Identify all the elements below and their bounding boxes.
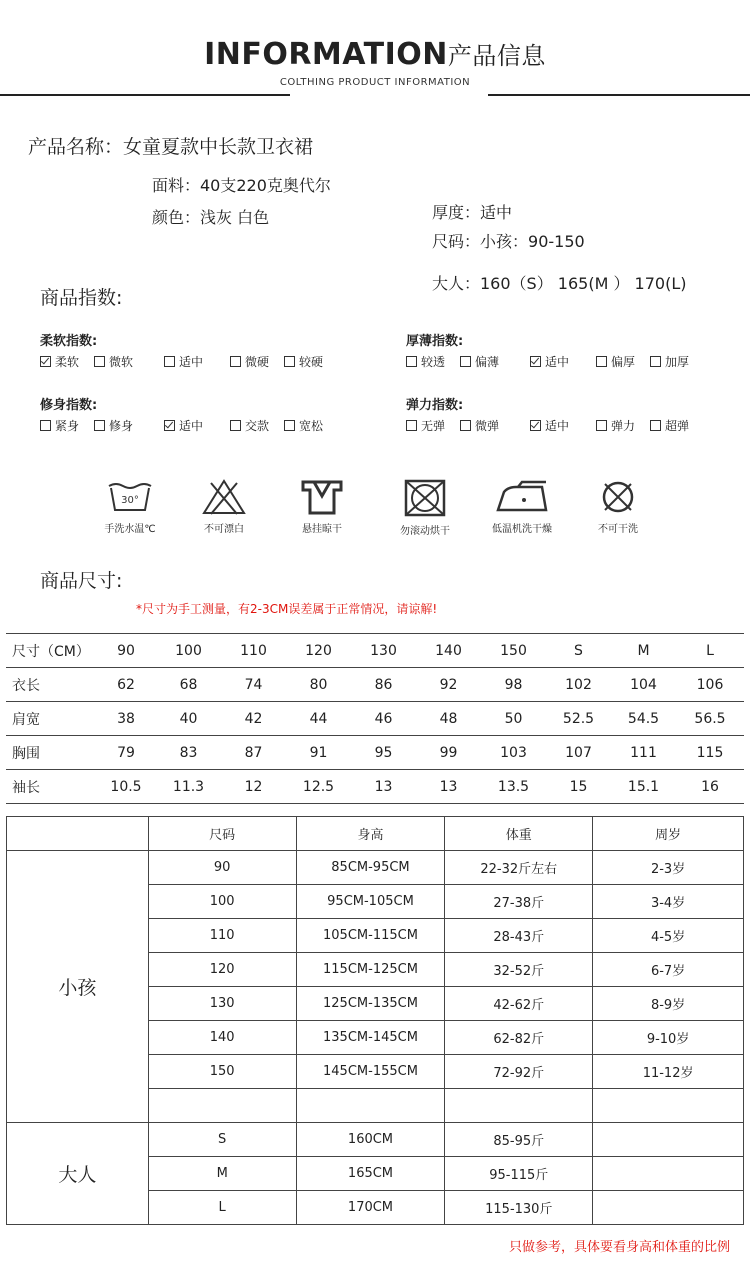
care-no-bleach: [184, 478, 264, 535]
option-label: 微硬: [245, 355, 270, 369]
page-subtitle: COLTHING PRODUCT INFORMATION: [279, 77, 471, 88]
size-cell: 68: [156, 668, 221, 702]
ref-cell: 95-115斤: [445, 1157, 593, 1191]
checkbox-icon: [596, 420, 607, 431]
care-temp: 30°: [121, 495, 139, 506]
ref-cell: 150: [148, 1055, 296, 1089]
ref-cell: M: [148, 1157, 296, 1191]
option-label: 超弹: [665, 419, 690, 433]
checkbox-icon: [164, 356, 175, 367]
size-cell: 111: [611, 736, 676, 770]
checkbox-icon: [284, 420, 295, 431]
size-cell: 11.3: [156, 770, 221, 804]
index-option: [596, 417, 635, 434]
checkbox-icon: [460, 356, 471, 367]
size-heading: 商品尺寸:: [40, 570, 123, 592]
low-iron-icon: [492, 478, 552, 516]
footer-note: 只做参考，具体要看身高和体重的比例: [508, 1240, 730, 1255]
size-header-row: [6, 634, 744, 668]
fit-title: 修身指数:: [40, 398, 98, 413]
option-label: 加厚: [665, 355, 690, 369]
ref-cell: 3-4岁: [593, 885, 744, 919]
page-title: [0, 36, 750, 72]
size-cell: 140: [416, 634, 481, 668]
checkbox-icon: [596, 356, 607, 367]
size-cell: 80: [286, 668, 351, 702]
softness-options: [40, 353, 360, 369]
size-cell: 15.1: [611, 770, 676, 804]
size-cell: 肩宽: [6, 702, 96, 736]
option-label: 偏薄: [475, 355, 500, 369]
size-cell: 87: [221, 736, 286, 770]
size-cell: 52.5: [546, 702, 611, 736]
option-label: 适中: [545, 355, 570, 369]
size-note: *尺寸为手工测量，有2-3CM误差属于正常情况，请谅解!: [136, 602, 438, 616]
checkbox-icon: [40, 420, 51, 431]
option-label: 交款: [245, 419, 270, 433]
size-cell: M: [611, 634, 676, 668]
ref-cell: 2-3岁: [593, 851, 744, 885]
size-cell: 衣长: [6, 668, 96, 702]
ref-header-row: [7, 817, 744, 851]
ref-cell: 90: [148, 851, 296, 885]
no-tumble-dry-icon: [403, 478, 447, 518]
checked-box-icon: [40, 356, 51, 367]
size-cell: S: [546, 634, 611, 668]
checkbox-icon: [650, 420, 661, 431]
index-option: [164, 353, 203, 370]
option-label: 适中: [179, 355, 204, 369]
size-cell: 86: [351, 668, 416, 702]
index-option: [650, 353, 689, 370]
size-cell: 10.5: [96, 770, 156, 804]
ref-cell: 160CM: [296, 1123, 445, 1157]
ref-cell: 100: [148, 885, 296, 919]
checkbox-icon: [284, 356, 295, 367]
thickness-title: 厚薄指数:: [406, 334, 464, 349]
care-no-dry-clean: [578, 478, 658, 535]
ref-cell: 115CM-125CM: [296, 953, 445, 987]
index-option: [164, 417, 203, 434]
product-fabric: 面料：40支220克奥代尔: [152, 176, 331, 195]
size-cell: 46: [351, 702, 416, 736]
ref-cell: 9-10岁: [593, 1021, 744, 1055]
size-cell: 98: [481, 668, 546, 702]
size-cell: 44: [286, 702, 351, 736]
ref-row: [7, 1123, 744, 1157]
size-cell: 40: [156, 702, 221, 736]
size-cell: 16: [676, 770, 744, 804]
group-label-kids: 小孩: [7, 851, 149, 1123]
group-label-adult: 大人: [7, 1123, 149, 1225]
softness-title: 柔软指数:: [40, 334, 98, 349]
index-option: [530, 353, 569, 370]
size-cell: 尺寸（CM）: [6, 634, 96, 668]
checkbox-icon: [94, 420, 105, 431]
ref-cell: 42-62斤: [445, 987, 593, 1021]
ref-row: [7, 851, 744, 885]
ref-cell: 120: [148, 953, 296, 987]
size-cell: 99: [416, 736, 481, 770]
ref-header-cell: 尺码: [148, 817, 296, 851]
size-cell: 91: [286, 736, 351, 770]
index-option: [406, 353, 445, 370]
option-label: 适中: [545, 419, 570, 433]
option-label: 偏厚: [611, 355, 636, 369]
product-thickness: 厚度：适中: [432, 203, 513, 222]
option-label: 修身: [109, 419, 134, 433]
ref-cell: 95CM-105CM: [296, 885, 445, 919]
ref-cell: 72-92斤: [445, 1055, 593, 1089]
care-no-tumble: [385, 478, 465, 537]
checkbox-icon: [406, 420, 417, 431]
size-cell: 13: [351, 770, 416, 804]
index-option: [284, 353, 323, 370]
size-cell: 120: [286, 634, 351, 668]
ref-cell: 32-52斤: [445, 953, 593, 987]
option-label: 较硬: [299, 355, 324, 369]
care-label: 悬挂晾干: [302, 524, 342, 535]
option-label: 弹力: [611, 419, 636, 433]
ref-cell: 145CM-155CM: [296, 1055, 445, 1089]
ref-cell: 85-95斤: [445, 1123, 593, 1157]
fit-options: [40, 417, 360, 433]
size-table: [6, 633, 744, 804]
size-cell: 115: [676, 736, 744, 770]
title-en: INFORMATION: [204, 37, 448, 72]
size-cell: 13.5: [481, 770, 546, 804]
ref-header-cell: 身高: [296, 817, 445, 851]
index-option: [650, 417, 689, 434]
elastic-title: 弹力指数:: [406, 398, 464, 413]
ref-cell: 130: [148, 987, 296, 1021]
checkbox-icon: [406, 356, 417, 367]
product-name: 产品名称：女童夏款中长款卫衣裙: [28, 136, 314, 158]
ref-cell: 115-130斤: [445, 1191, 593, 1225]
ref-cell: 110: [148, 919, 296, 953]
elastic-options: [406, 417, 726, 433]
ref-cell: [593, 1123, 744, 1157]
size-cell: 62: [96, 668, 156, 702]
title-cn: 产品信息: [447, 42, 546, 70]
header-rule-left: [0, 94, 290, 96]
option-label: 适中: [179, 419, 204, 433]
size-cell: 150: [481, 634, 546, 668]
option-label: 紧身: [55, 419, 80, 433]
option-label: 较透: [421, 355, 446, 369]
ref-corner-cell: [7, 817, 149, 851]
ref-cell: 62-82斤: [445, 1021, 593, 1055]
ref-cell: 140: [148, 1021, 296, 1055]
index-option: [406, 417, 445, 434]
size-cell: 106: [676, 668, 744, 702]
no-dry-clean-icon: [598, 478, 638, 516]
size-cell: 12: [221, 770, 286, 804]
checkbox-icon: [230, 420, 241, 431]
care-low-iron: [480, 478, 564, 535]
ref-cell: 105CM-115CM: [296, 919, 445, 953]
index-option: [40, 353, 79, 370]
size-cell: 13: [416, 770, 481, 804]
option-label: 无弹: [421, 419, 446, 433]
reference-table: [6, 816, 744, 1225]
ref-cell: [296, 1089, 445, 1123]
checked-box-icon: [530, 420, 541, 431]
size-cell: 83: [156, 736, 221, 770]
size-cell: 48: [416, 702, 481, 736]
size-cell: 102: [546, 668, 611, 702]
size-cell: 130: [351, 634, 416, 668]
size-cell: 12.5: [286, 770, 351, 804]
index-option: [230, 353, 269, 370]
ref-header-cell: 周岁: [593, 817, 744, 851]
checkbox-icon: [94, 356, 105, 367]
ref-cell: 6-7岁: [593, 953, 744, 987]
ref-cell: 8-9岁: [593, 987, 744, 1021]
ref-cell: [593, 1089, 744, 1123]
size-cell: L: [676, 634, 744, 668]
option-label: 微弹: [475, 419, 500, 433]
size-cell: 100: [156, 634, 221, 668]
index-option: [284, 417, 323, 434]
size-cell: 107: [546, 736, 611, 770]
ref-cell: 11-12岁: [593, 1055, 744, 1089]
ref-cell: [148, 1089, 296, 1123]
size-cell: 38: [96, 702, 156, 736]
product-size: [432, 229, 585, 252]
index-option: [230, 417, 269, 434]
ref-cell: [593, 1157, 744, 1191]
option-label: 宽松: [299, 419, 324, 433]
size-cell: 胸围: [6, 736, 96, 770]
index-option: [530, 417, 569, 434]
checkbox-icon: [650, 356, 661, 367]
ref-cell: 4-5岁: [593, 919, 744, 953]
ref-cell: 170CM: [296, 1191, 445, 1225]
header-rule-right: [488, 94, 750, 96]
checkbox-icon: [460, 420, 471, 431]
ref-cell: 22-32斤左右: [445, 851, 593, 885]
size-cell: 103: [481, 736, 546, 770]
checkbox-icon: [230, 356, 241, 367]
ref-cell: L: [148, 1191, 296, 1225]
size-cell: 15: [546, 770, 611, 804]
ref-cell: 28-43斤: [445, 919, 593, 953]
size-cell: 104: [611, 668, 676, 702]
size-cell: 92: [416, 668, 481, 702]
size-cell: 95: [351, 736, 416, 770]
index-option: [94, 417, 133, 434]
hand-wash-30-icon: [103, 478, 157, 516]
size-row: [6, 702, 744, 736]
index-heading: 商品指数:: [40, 287, 123, 309]
index-option: [596, 353, 635, 370]
size-cell: 90: [96, 634, 156, 668]
product-size-adult: 大人：160（S） 165(M ） 170(L): [432, 274, 687, 293]
index-option: [40, 417, 79, 434]
ref-cell: [445, 1089, 593, 1123]
checked-box-icon: [164, 420, 175, 431]
size-cell: 56.5: [676, 702, 744, 736]
size-cell: 74: [221, 668, 286, 702]
ref-cell: 125CM-135CM: [296, 987, 445, 1021]
size-cell: 79: [96, 736, 156, 770]
hang-dry-icon: [299, 478, 345, 516]
no-bleach-icon: [201, 478, 247, 516]
ref-cell: 165CM: [296, 1157, 445, 1191]
care-hand-wash: [90, 478, 170, 535]
care-label: 勿滚动烘干: [400, 526, 450, 537]
size-cell: 110: [221, 634, 286, 668]
size-cell: 袖长: [6, 770, 96, 804]
size-row: [6, 668, 744, 702]
size-kids: 小孩：90-150: [480, 232, 585, 251]
care-label: 不可漂白: [204, 524, 244, 535]
size-cell: 54.5: [611, 702, 676, 736]
size-cell: 42: [221, 702, 286, 736]
checked-box-icon: [530, 356, 541, 367]
option-label: 柔软: [55, 355, 80, 369]
product-color: 颜色：浅灰 白色: [152, 208, 270, 227]
thickness-options: [406, 353, 726, 369]
option-label: 微软: [109, 355, 134, 369]
ref-cell: S: [148, 1123, 296, 1157]
size-row: [6, 736, 744, 770]
care-label: 不可干洗: [598, 524, 638, 535]
size-cell: 50: [481, 702, 546, 736]
index-option: [460, 353, 499, 370]
ref-header-cell: 体重: [445, 817, 593, 851]
ref-cell: [593, 1191, 744, 1225]
index-option: [460, 417, 499, 434]
care-label: 低温机洗干燥: [492, 524, 552, 535]
size-label: 尺码：: [432, 232, 481, 251]
ref-cell: 135CM-145CM: [296, 1021, 445, 1055]
ref-cell: 85CM-95CM: [296, 851, 445, 885]
care-label: 手洗水温℃: [104, 524, 156, 535]
care-hang-dry: [282, 478, 362, 535]
ref-cell: 27-38斤: [445, 885, 593, 919]
size-row: [6, 770, 744, 804]
index-option: [94, 353, 133, 370]
